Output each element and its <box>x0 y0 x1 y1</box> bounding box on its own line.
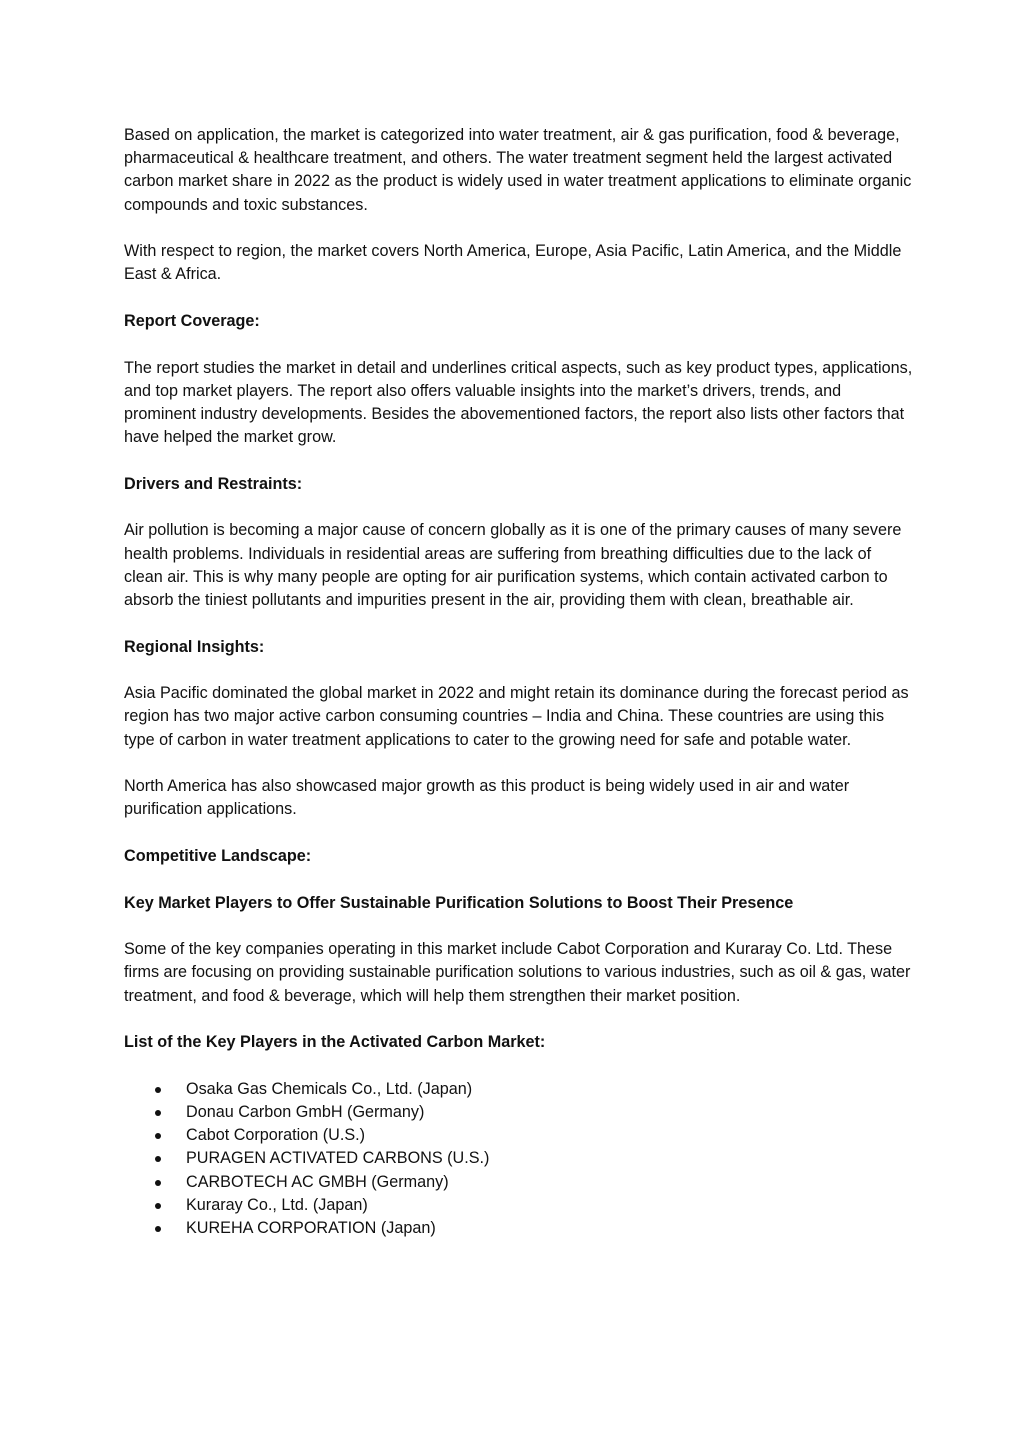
paragraph-application-segments: Based on application, the market is categorized into water treatment, air & gas purification, food & beverage, pharmaceutical & healthcare treatment, and others. The water treatment segment held the largest activated carbon market share in 2022 as the product is widely used in water treatment applications to eliminate organic compounds and toxic substances. <box>124 126 912 214</box>
list-item <box>124 1217 914 1240</box>
bullet-icon <box>155 1203 161 1209</box>
document-page <box>124 124 914 1240</box>
list-item-text: CARBOTECH AC GMBH (Germany) <box>186 1172 449 1191</box>
heading-regional-insights: Regional Insights: <box>124 637 265 656</box>
heading-competitive-landscape: Competitive Landscape: <box>124 846 312 865</box>
paragraph-regions-covered: With respect to region, the market covers North America, Europe, Asia Pacific, Latin America, and the Middle East & Africa. <box>124 242 902 284</box>
paragraph-drivers-restraints: Air pollution is becoming a major cause of concern globally as it is one of the primary causes of many severe health problems. Individuals in residential areas are suffering from breathing difficulties due to the lack of clean air. This is why many people are opting for air purification systems, which contain activated carbon to absorb the tiniest pollutants and impurities present in the air, providing them with clean, breathable air. <box>124 521 902 609</box>
list-item <box>124 1171 914 1194</box>
heading-drivers-restraints: Drivers and Restraints: <box>124 474 303 493</box>
list-item <box>124 1147 914 1170</box>
list-item <box>124 1101 914 1124</box>
bullet-icon <box>155 1133 161 1139</box>
bullet-icon <box>155 1110 161 1116</box>
paragraph-report-coverage: The report studies the market in detail and underlines critical aspects, such as key product types, applications, and top market players. The report also offers valuable insights into the market’s drivers, trends, and prominent industry developments. Besides the abovementioned factors, the report also lists other factors that have helped the market grow. <box>124 358 913 447</box>
paragraph-regional-north-america: North America has also showcased major growth as this product is being widely used in air and water purification applications. <box>124 777 850 819</box>
list-item-text: KUREHA CORPORATION (Japan) <box>186 1218 436 1237</box>
bullet-icon <box>155 1226 161 1232</box>
heading-report-coverage: Report Coverage: <box>124 312 260 330</box>
bullet-icon <box>155 1156 161 1162</box>
bullet-icon <box>155 1180 161 1186</box>
heading-key-players-list: List of the Key Players in the Activated Carbon Market: <box>124 1033 546 1052</box>
bullet-icon <box>155 1087 161 1093</box>
key-players-list <box>124 1078 914 1240</box>
list-item <box>124 1194 914 1217</box>
list-item-text: PURAGEN ACTIVATED CARBONS (U.S.) <box>186 1149 490 1168</box>
list-item-text: Cabot Corporation (U.S.) <box>186 1126 366 1145</box>
list-item-text: Osaka Gas Chemicals Co., Ltd. (Japan) <box>186 1079 473 1098</box>
paragraph-competitive-landscape: Some of the key companies operating in this market include Cabot Corporation and Kuraray Co. Ltd. These firms are focusing on providing sustainable purification solutions to various industries, such as oil & gas, water treatment, and food & beverage, which will help them strengthen their market position. <box>124 940 911 1005</box>
paragraph-regional-asia-pacific: Asia Pacific dominated the global market in 2022 and might retain its dominance during the forecast period as region has two major active carbon consuming countries – India and China. These countries are using this type of carbon in water treatment applications to cater to the growing need for safe and potable water. <box>124 684 909 749</box>
list-item <box>124 1078 914 1101</box>
list-item <box>124 1124 914 1147</box>
heading-key-players-strategy: Key Market Players to Offer Sustainable Purification Solutions to Boost Their Presence <box>124 893 794 912</box>
list-item-text: Kuraray Co., Ltd. (Japan) <box>186 1195 368 1214</box>
list-item-text: Donau Carbon GmbH (Germany) <box>186 1102 425 1121</box>
